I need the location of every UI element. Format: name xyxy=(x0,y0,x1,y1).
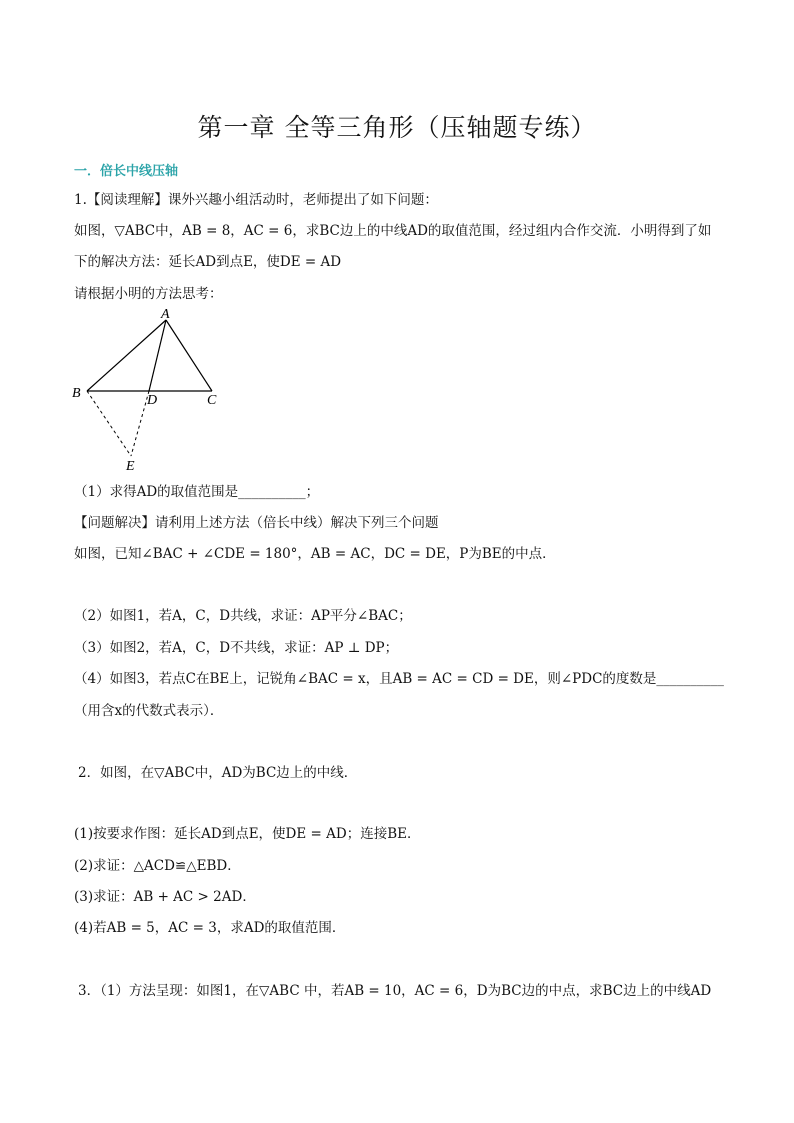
section-heading: 一．倍长中线压轴 xyxy=(74,164,179,179)
segment-ac xyxy=(166,320,212,391)
question-2: （2）如图1，若A，C，D共线，求证：AP平分∠BAC； xyxy=(74,608,412,624)
problem-2-part-2: (2)求证：△ACD≌△EBD． xyxy=(74,858,241,874)
problem-2-part-4: (4)若AB = 5，AC = 3，求AD的取值范围． xyxy=(74,920,346,936)
problem-2-part-3: (3)求证：AB + AC > 2AD． xyxy=(74,889,256,905)
problem-2-text: 2．如图，在▽ABC中，AD为BC边上的中线． xyxy=(78,765,358,781)
label-b: B xyxy=(72,386,81,401)
segment-ad xyxy=(149,320,166,391)
question-1: （1）求得AD的取值范围是__________； xyxy=(74,484,320,500)
label-e: E xyxy=(126,459,135,474)
problem-2-part-1: (1)按要求作图：延长AD到点E，使DE = AD；连接BE． xyxy=(74,826,421,842)
question-4: （4）如图3，若点C在BE上，记锐角∠BAC = x，且AB = AC = CD = DE，则∠PDC的度数是__________ xyxy=(74,671,724,687)
label-d: D xyxy=(147,393,158,408)
problem-1-intro: 1.【阅读理解】课外兴趣小组活动时，老师提出了如下问题： xyxy=(74,192,438,208)
problem-solving-given: 如图，已知∠BAC + ∠CDE = 180°，AB = AC，DC = DE，P为BE的中点． xyxy=(74,546,556,562)
question-3: （3）如图2，若A，C，D不共线，求证：AP ⊥ DP； xyxy=(74,640,399,656)
segment-be xyxy=(87,391,131,456)
label-a: A xyxy=(161,308,170,322)
page-title: 第一章 全等三角形（压轴题专练） xyxy=(197,113,597,142)
problem-1-method: 下的解决方法：延长AD到点E，使DE = AD xyxy=(74,254,342,270)
label-c: C xyxy=(207,393,217,408)
problem-1-text: 如图，▽ABC中，AB = 8，AC = 6，求BC边上的中线AD的取值范围，经过组内合作交流．小明得到了如 xyxy=(74,223,712,239)
problem-solving-heading: 【问题解决】请利用上述方法（倍长中线）解决下列三个问题 xyxy=(74,515,439,531)
question-4-note: （用含x的代数式表示）． xyxy=(74,703,224,719)
problem-1-prompt: 请根据小明的方法思考： xyxy=(74,286,223,302)
triangle-figure xyxy=(68,308,228,478)
segment-ab xyxy=(87,320,166,391)
problem-3-text: 3．（1）方法呈现：如图1，在▽ABC 中，若AB = 10，AC = 6，D为BC边的中点，求BC边上的中线AD xyxy=(78,983,712,999)
